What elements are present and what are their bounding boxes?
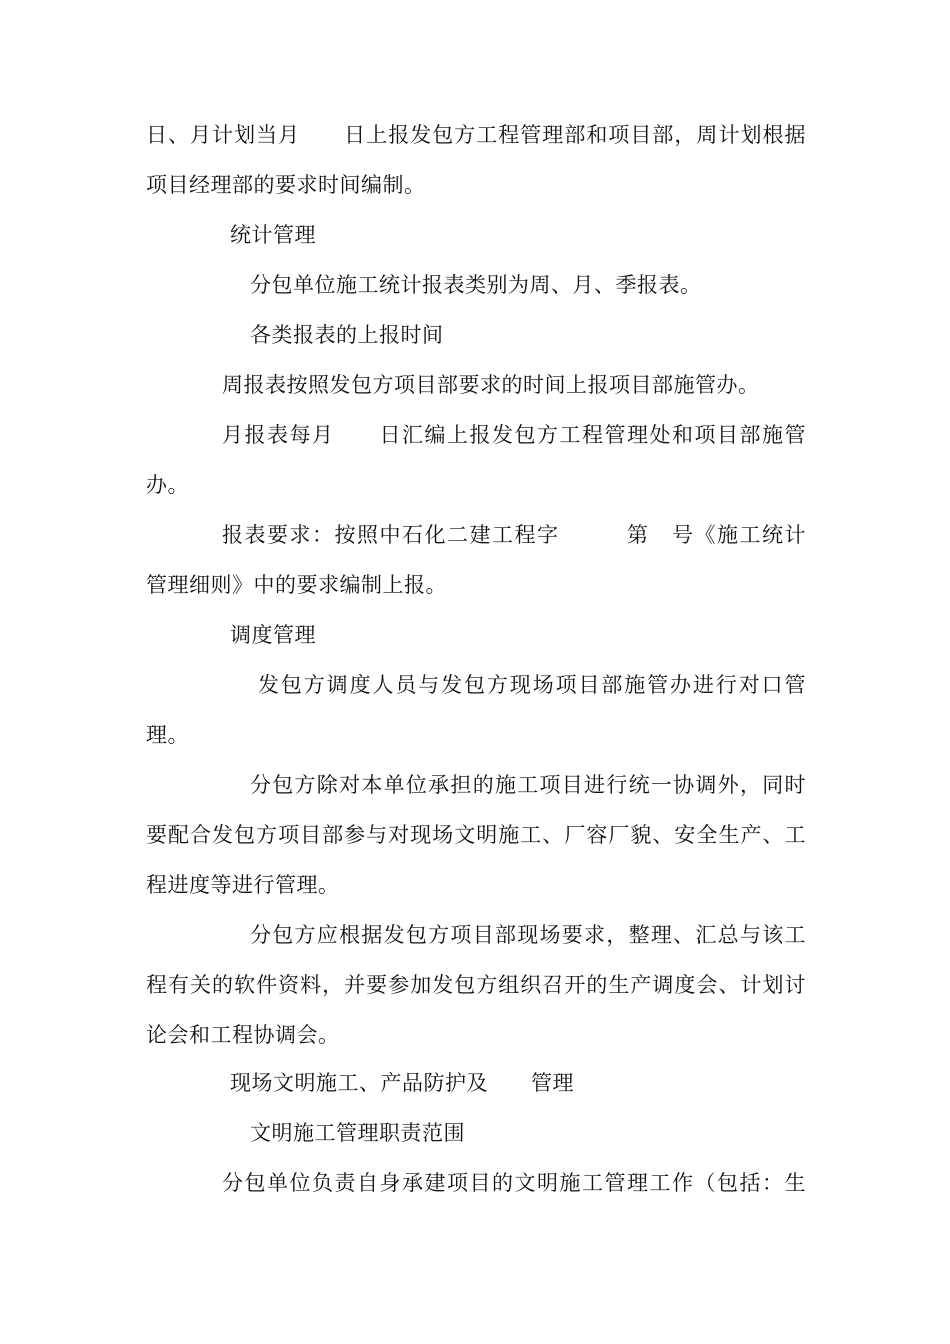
body-text-line: 理。	[146, 723, 189, 747]
body-text-line: 月报表每月 日汇编上报发包方工程管理处和项目部施管	[222, 423, 806, 447]
body-text-line: 要配合发包方项目部参与对现场文明施工、厂容厂貌、安全生产、工	[146, 823, 806, 847]
body-text-line: 分包单位施工统计报表类别为周、月、季报表。	[250, 273, 702, 297]
body-text-line: 发包方调度人员与发包方现场项目部施管办进行对口管	[258, 673, 806, 697]
body-text-line: 分包方应根据发包方项目部现场要求，整理、汇总与该工	[250, 923, 806, 947]
body-text-line: 分包单位负责自身承建项目的文明施工管理工作（包括：生	[222, 1171, 806, 1195]
subheading: 文明施工管理职责范围	[250, 1121, 465, 1145]
subheading: 各类报表的上报时间	[250, 323, 444, 347]
section-heading: 现场文明施工、产品防护及 管理	[230, 1071, 574, 1095]
section-heading: 统计管理	[230, 223, 316, 247]
body-text-line: 论会和工程协调会。	[146, 1023, 340, 1047]
body-text-line: 报表要求：按照中石化二建工程字 第 号《施工统计	[222, 523, 806, 547]
body-text-line: 分包方除对本单位承担的施工项目进行统一协调外，同时	[250, 773, 806, 797]
body-text-line: 程进度等进行管理。	[146, 873, 340, 897]
body-text-line: 管理细则》中的要求编制上报。	[146, 573, 447, 597]
body-text-line: 周报表按照发包方项目部要求的时间上报项目部施管办。	[222, 373, 760, 397]
section-heading: 调度管理	[230, 623, 316, 647]
body-text-line: 日、月计划当月 日上报发包方工程管理部和项目部，周计划根据	[146, 123, 806, 147]
body-text-line: 办。	[146, 473, 189, 497]
body-text-line: 项目经理部的要求时间编制。	[146, 173, 426, 197]
body-text-line: 程有关的软件资料，并要参加发包方组织召开的生产调度会、计划讨	[146, 973, 806, 997]
